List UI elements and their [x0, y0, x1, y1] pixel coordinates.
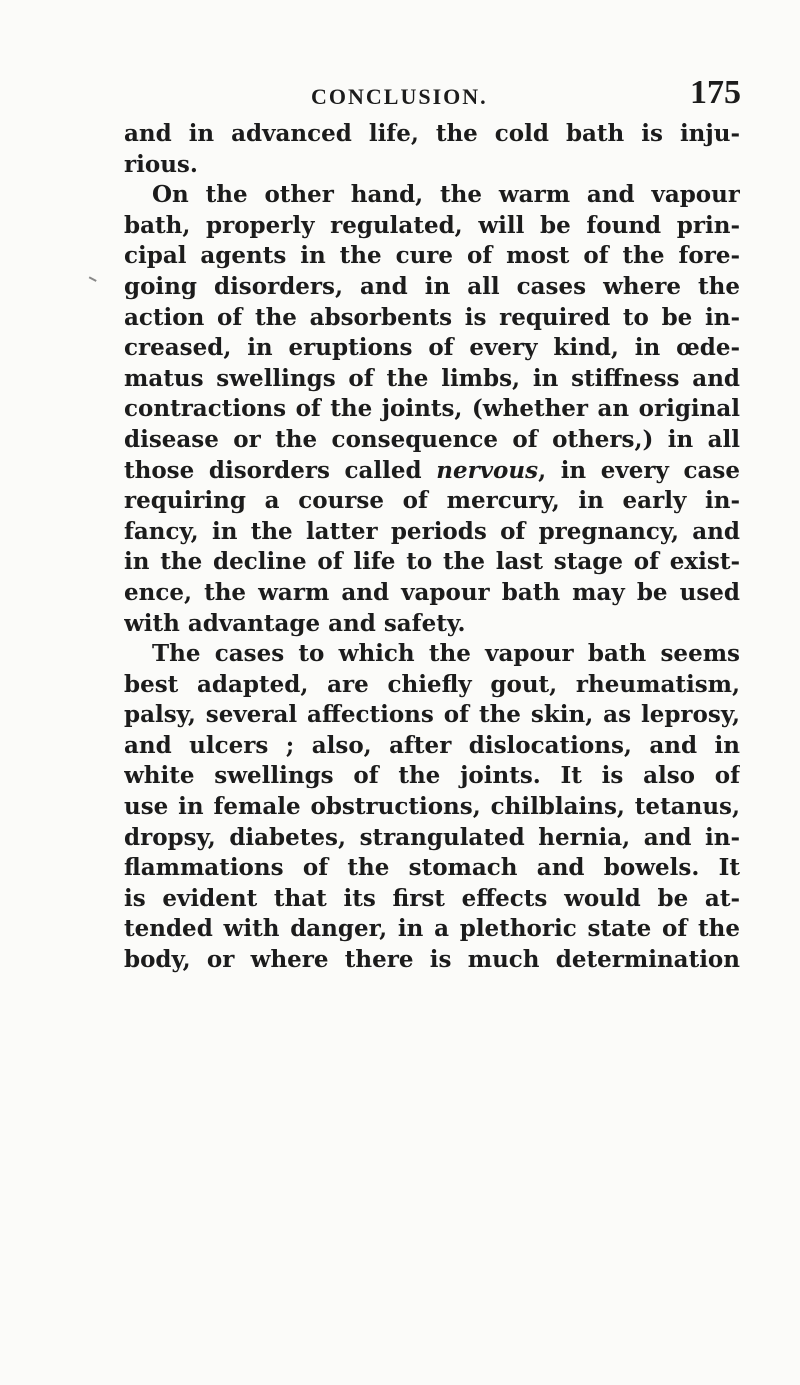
text-line: with advantage and safety. — [124, 609, 466, 637]
text-line: requiring a course of mercury, in early in- — [124, 487, 740, 515]
text-line: and in advanced life, the cold bath is inju- — [124, 120, 740, 147]
text-line: palsy, several affections of the skin, as leprosy, — [124, 701, 740, 729]
text-line: white swellings of the joints. It is also of — [124, 762, 740, 790]
text-line: flammations of the stomach and bowels. It — [124, 854, 740, 882]
text-line: best adapted, are chiefly gout, rheumatism, — [124, 670, 740, 698]
text-line: action of the absorbents is required to be in- — [124, 303, 740, 331]
text-line: cipal agents in the cure of most of the fore- — [124, 242, 740, 270]
text-line: The cases to which the vapour bath seems — [152, 640, 740, 668]
text-segment: those disorders called — [124, 456, 437, 484]
scan-mark — [87, 276, 96, 284]
running-head — [311, 74, 741, 122]
text-line: creased, in eruptions of every kind, in œde- — [124, 334, 740, 362]
text-line: rious. — [124, 150, 198, 178]
text-line: fancy, in the latter periods of pregnancy, and — [124, 517, 740, 545]
text-line: matus swellings of the limbs, in stiffness and — [124, 364, 740, 392]
text-line: in the decline of life to the last stage of exist- — [124, 548, 740, 576]
body-text — [124, 119, 740, 976]
text-line: disease or the consequence of others,) in all — [124, 425, 740, 453]
text-line: use in female obstructions, chilblains, tetanus, — [124, 793, 740, 821]
text-line: tended with danger, in a plethoric state of the — [124, 915, 740, 943]
italic-word-nervous: nervous — [436, 456, 539, 484]
text-line: dropsy, diabetes, strangulated hernia, and in- — [124, 823, 740, 851]
text-line: going disorders, and in all cases where the — [124, 272, 740, 300]
text-line: contractions of the joints, (whether an original — [124, 395, 740, 423]
page-number: 175 — [690, 74, 741, 111]
text-segment: , in every case — [538, 456, 740, 484]
text-line: On the other hand, the warm and vapour — [152, 181, 740, 209]
text-line: and ulcers ; also, after dislocations, and in — [124, 731, 740, 759]
text-line: is evident that its first effects would be at- — [124, 884, 740, 912]
text-line: ence, the warm and vapour bath may be used — [124, 578, 740, 606]
running-title: CONCLUSION. — [311, 84, 488, 109]
text-line-with-italic — [124, 456, 740, 487]
text-line: bath, properly regulated, will be found prin- — [124, 211, 740, 239]
text-line: body, or where there is much determination — [124, 946, 740, 974]
